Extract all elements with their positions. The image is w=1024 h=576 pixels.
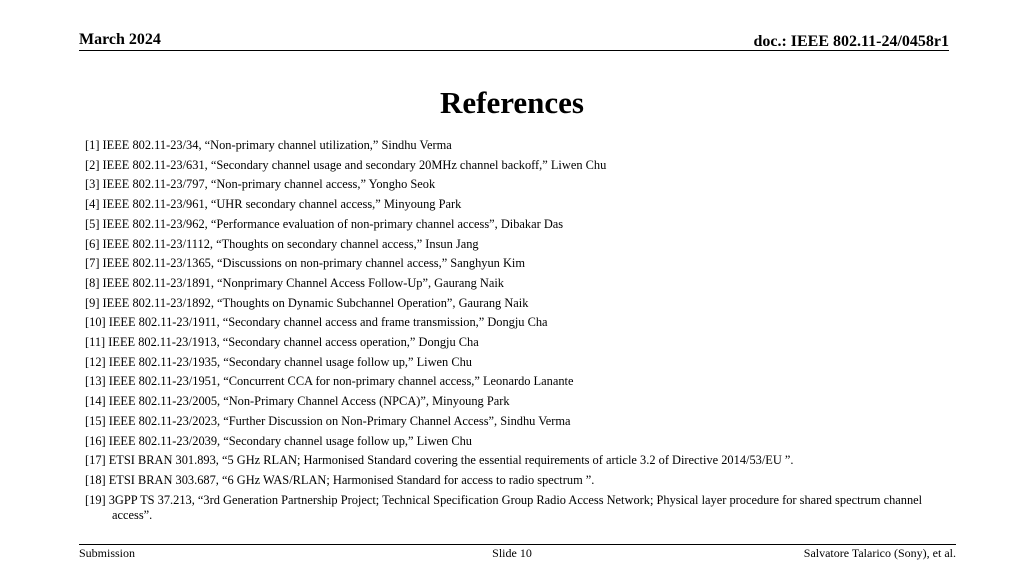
- reference-item: [13] IEEE 802.11-23/1951, “Concurrent CCA for non-primary channel access,” Leonardo Lanante: [85, 374, 574, 389]
- reference-item: [17] ETSI BRAN 301.893, “5 GHz RLAN; Harmonised Standard covering the essential requirements of article 3.2 of Directive 2014/53/EU ”.: [85, 453, 794, 468]
- reference-item: [5] IEEE 802.11-23/962, “Performance evaluation of non-primary channel access”, Dibakar Das: [85, 216, 564, 231]
- reference-item: [16] IEEE 802.11-23/2039, “Secondary channel usage follow up,” Liwen Chu: [85, 433, 472, 448]
- footer-divider: [79, 544, 956, 545]
- reference-item: [10] IEEE 802.11-23/1911, “Secondary channel access and frame transmission,” Dongju Cha: [85, 315, 548, 330]
- header-date: March 2024: [79, 31, 161, 48]
- reference-item: [1] IEEE 802.11-23/34, “Non-primary channel utilization,” Sindhu Verma: [85, 138, 452, 152]
- reference-item: [2] IEEE 802.11-23/631, “Secondary channel usage and secondary 20MHz channel backoff,” Liwen Chu: [85, 157, 607, 172]
- reference-item: [14] IEEE 802.11-23/2005, “Non-Primary Channel Access (NPCA)”, Minyoung Park: [85, 394, 510, 409]
- reference-item: [3] IEEE 802.11-23/797, “Non-primary channel access,” Yongho Seok: [85, 177, 436, 192]
- reference-list: [85, 136, 945, 523]
- reference-item: [19] 3GPP TS 37.213, “3rd Generation Partnership Project; Technical Specification Group Radio Access Network; Physical layer procedure for shared spectrum channel access”.: [85, 492, 923, 522]
- reference-item: [9] IEEE 802.11-23/1892, “Thoughts on Dynamic Subchannel Operation”, Gaurang Naik: [85, 295, 529, 310]
- reference-item: [8] IEEE 802.11-23/1891, “Nonprimary Channel Access Follow-Up”, Gaurang Naik: [85, 275, 504, 290]
- header-divider: [79, 50, 949, 51]
- footer-author: Salvatore Talarico (Sony), et al.: [803, 546, 956, 560]
- header-doc-id: doc.: IEEE 802.11-24/0458r1: [753, 33, 949, 50]
- footer-submission: Submission: [79, 546, 136, 560]
- reference-item: [7] IEEE 802.11-23/1365, “Discussions on non-primary channel access,” Sanghyun Kim: [85, 256, 526, 271]
- reference-item: [4] IEEE 802.11-23/961, “UHR secondary channel access,” Minyoung Park: [85, 197, 462, 212]
- slide-title: References: [439, 85, 584, 120]
- reference-item: [6] IEEE 802.11-23/1112, “Thoughts on secondary channel access,” Insun Jang: [85, 236, 479, 251]
- footer-slide-number: Slide 10: [492, 546, 532, 560]
- reference-item: [11] IEEE 802.11-23/1913, “Secondary channel access operation,” Dongju Cha: [85, 335, 479, 350]
- reference-item: [18] ETSI BRAN 303.687, “6 GHz WAS/RLAN; Harmonised Standard for access to radio spectrum ”.: [85, 472, 595, 487]
- reference-item: [15] IEEE 802.11-23/2023, “Further Discussion on Non-Primary Channel Access”, Sindhu Verma: [85, 413, 571, 428]
- reference-item: [12] IEEE 802.11-23/1935, “Secondary channel usage follow up,” Liwen Chu: [85, 354, 472, 369]
